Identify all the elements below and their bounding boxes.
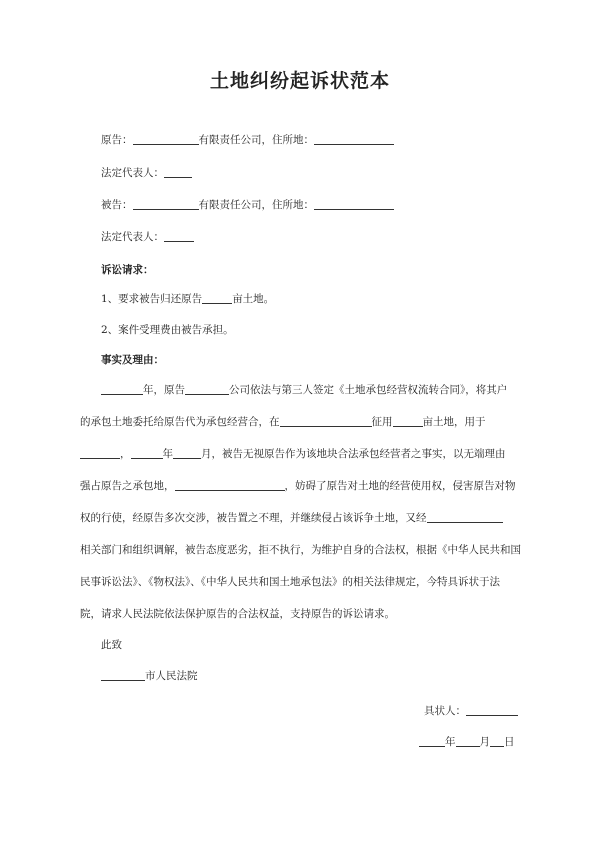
defendant-rep-line <box>101 229 194 244</box>
date-line <box>419 734 515 749</box>
court-city-blank <box>101 670 145 681</box>
facts-line-1-a: 年，原告 <box>143 384 185 396</box>
facts-line-1 <box>101 382 541 397</box>
facts-line-4-b: ，妨碍了原告对土地的经营使用权，侵害原告对物 <box>284 480 516 492</box>
court-line <box>101 668 198 683</box>
claim-item-1-text-a: 1、要求被告归还原告 <box>101 293 203 305</box>
facts-mediator-blank <box>427 512 503 523</box>
defendant-line <box>101 197 394 212</box>
plaintiff-line <box>101 132 394 147</box>
claim-item-1-text-b: 亩土地。 <box>232 293 275 305</box>
facts-line-6: 相关部门和组织调解，被告态度恶劣，拒不执行，为维护自身的合法权，根据《中华人民共和国 <box>80 544 521 556</box>
salutation: 此致 <box>101 639 122 651</box>
signer-line <box>424 703 518 718</box>
date-year-blank <box>419 736 445 747</box>
facts-line-4-a: 强占原告之承包地， <box>80 480 175 492</box>
plaintiff-address-blank <box>314 134 394 145</box>
facts-line-2-c: 亩土地，用于 <box>422 416 486 428</box>
claims-heading: 诉讼请求： <box>101 264 154 276</box>
facts-month-blank <box>173 448 201 459</box>
court-suffix: 市人民法院 <box>145 670 198 682</box>
plaintiff-company-suffix: 有限责任公司，住所地： <box>198 134 314 146</box>
date-month-blank <box>456 736 480 747</box>
facts-line-3-b: 年 <box>162 448 173 460</box>
claim-item-1 <box>101 291 274 306</box>
defendant-name-blank <box>133 199 199 210</box>
document-title: 土地纠纷起诉状范本 <box>209 70 390 92</box>
facts-acreage-blank <box>393 416 423 427</box>
facts-year-blank <box>101 384 143 395</box>
date-day-label: 日 <box>504 736 515 748</box>
facts-line-4 <box>80 478 520 493</box>
facts-company-blank <box>185 384 229 395</box>
defendant-label: 被告： <box>101 199 133 211</box>
defendant-rep-blank <box>164 231 194 242</box>
signer-blank <box>466 705 518 716</box>
plaintiff-label: 原告： <box>101 134 133 146</box>
facts-purpose-blank <box>80 448 120 459</box>
facts-line-5-text: 权的行使，经原告多次交涉，被告置之不理，并继续侵占该诉争土地，又经 <box>80 512 427 524</box>
plaintiff-rep-line <box>101 165 192 180</box>
facts-line-1-b: 公司依法与第三人签定《土地承包经营权流转合同》，将其户 <box>229 384 508 396</box>
facts-method-blank <box>175 480 285 491</box>
facts-line-3-a: ， <box>120 448 131 460</box>
facts-line-8: 院，请求人民法院依法保护原告的合法权益，支持原告的诉讼请求。 <box>80 608 395 620</box>
facts-location-blank <box>280 416 372 427</box>
facts-line-5 <box>80 510 520 525</box>
claim-acreage-blank <box>202 293 232 304</box>
facts-line-2 <box>80 414 520 429</box>
facts-line-3 <box>80 446 520 461</box>
facts-line-2-a: 的承包土地委托给原告代为承包经营合，在 <box>80 416 280 428</box>
plaintiff-rep-blank <box>164 167 192 178</box>
plaintiff-rep-label: 法定代表人： <box>101 167 164 179</box>
date-month-label: 月 <box>479 736 490 748</box>
signer-label: 具状人： <box>424 705 466 717</box>
defendant-address-blank <box>314 199 394 210</box>
defendant-rep-label: 法定代表人： <box>101 231 164 243</box>
defendant-company-suffix: 有限责任公司，住所地： <box>198 199 314 211</box>
facts-year2-blank <box>131 448 163 459</box>
facts-line-2-b: 征用 <box>371 416 393 428</box>
date-year-label: 年 <box>445 736 456 748</box>
plaintiff-name-blank <box>133 134 199 145</box>
facts-line-7: 民事诉讼法》、《物权法》、《中华人民共和国土地承包法》的相关法律规定，今特具诉状于法 <box>80 576 500 588</box>
date-day-blank <box>490 736 504 747</box>
claim-item-2: 2、案件受理费由被告承担。 <box>101 324 234 336</box>
facts-heading: 事实及理由： <box>101 354 164 366</box>
facts-line-3-c: 月，被告无视原告作为该地块合法承包经营者之事实，以无端理由 <box>201 448 506 460</box>
